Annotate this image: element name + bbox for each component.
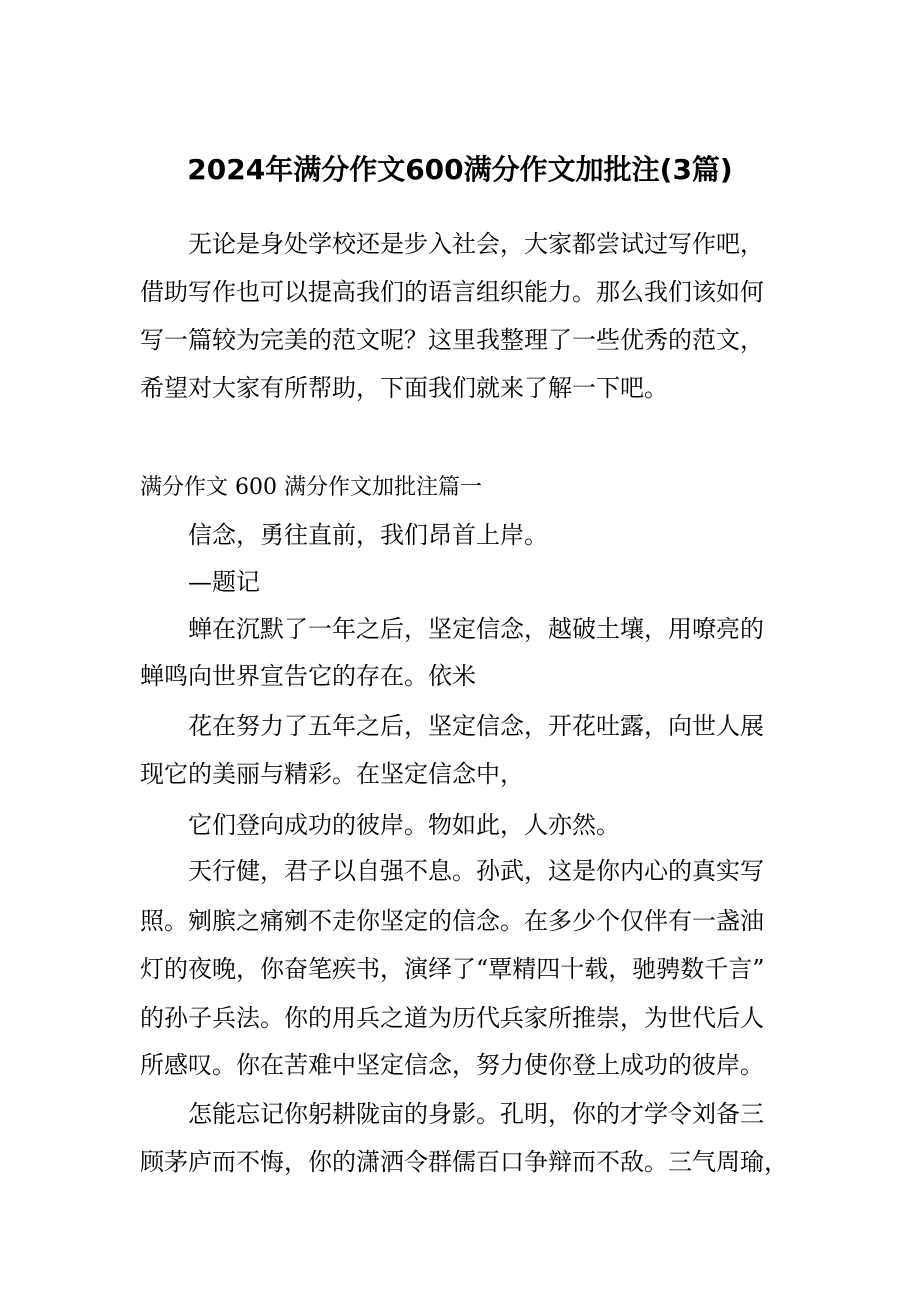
body-line: 蝉在沉默了一年之后，坚定信念，越破土壤，用嘹亮的 [188, 615, 764, 643]
body-line: 怎能忘记你躬耕陇亩的身影。孔明，你的才学令刘备三 [188, 1100, 764, 1128]
intro-line: 无论是身处学校还是步入社会，大家都尝试过写作吧， [188, 230, 764, 258]
intro-line: 写一篇较为完美的范文呢？这里我整理了一些优秀的范文， [140, 326, 764, 354]
body-line: 灯的夜晚，你奋笔疾书，演绎了“覃精四十载，驰骋数千言” [140, 955, 765, 983]
body-line: 天行健，君子以自强不息。孙武，这是你内心的真实写 [188, 857, 764, 885]
body-line: —题记 [188, 568, 260, 596]
section-heading: 满分作文 600 满分作文加批注篇一 [140, 475, 482, 500]
body-line: 信念，勇往直前，我们昂首上岸。 [188, 521, 548, 549]
body-line: 的孙子兵法。你的用兵之道为历代兵家所推崇，为世代后人 [140, 1004, 764, 1032]
body-line: 顾茅庐而不悔，你的潇洒令群儒百口争辩而不敌。三气周瑜， [140, 1148, 788, 1176]
body-line: 花在努力了五年之后，坚定信念，开花吐露，向世人展 [188, 712, 764, 740]
intro-line: 希望对大家有所帮助，下面我们就来了解一下吧。 [140, 374, 668, 402]
body-line: 照。剜膑之痛剜不走你坚定的信念。在多少个仅伴有一盏油 [140, 907, 764, 935]
body-line: 现它的美丽与精彩。在坚定信念中， [140, 760, 524, 788]
body-line: 所感叹。你在苦难中坚定信念，努力使你登上成功的彼岸。 [140, 1051, 764, 1079]
document-title: 2024年满分作文600满分作文加批注(3篇) [187, 153, 733, 186]
body-line: 蝉鸣向世界宣告它的存在。依米 [140, 662, 476, 690]
intro-line: 借助写作也可以提高我们的语言组织能力。那么我们该如何 [140, 278, 764, 306]
body-line: 它们登向成功的彼岸。物如此，人亦然。 [188, 811, 620, 839]
